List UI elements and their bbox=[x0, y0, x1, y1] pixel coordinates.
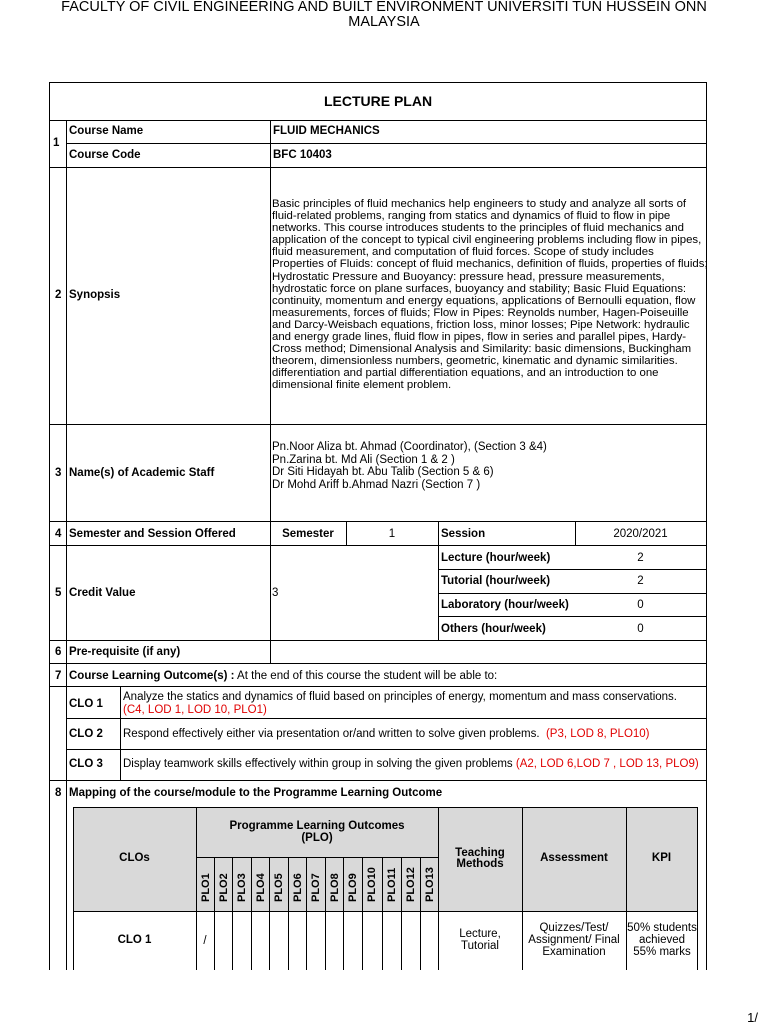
plo-column-label: PLO5 bbox=[273, 873, 285, 902]
plo-column-label: PLO13 bbox=[424, 867, 436, 902]
teaching-method-line1: Lecture, bbox=[459, 928, 501, 940]
kpi-line3: 55% marks bbox=[633, 946, 691, 958]
credit-value: 3 bbox=[272, 587, 279, 599]
plo-column-label: PLO6 bbox=[292, 873, 304, 902]
plo-column-label: PLO7 bbox=[310, 873, 322, 902]
credit-value-label: Credit Value bbox=[69, 587, 136, 599]
synopsis-label: Synopsis bbox=[69, 289, 121, 301]
plo-column-label: PLO4 bbox=[255, 873, 267, 902]
kpi-line2: achieved bbox=[638, 934, 686, 946]
assessment-line3: Examination bbox=[542, 946, 606, 958]
clo-heading-intro: At the end of this course the student will be able to: bbox=[234, 670, 498, 682]
col-teaching-header-1: Teaching bbox=[455, 847, 505, 859]
plo-column-label: PLO12 bbox=[405, 867, 417, 902]
laboratory-hours-label: Laboratory (hour/week) bbox=[441, 599, 569, 611]
plo-column-label: PLO2 bbox=[218, 873, 230, 902]
semester-session-label: Semester and Session Offered bbox=[69, 528, 236, 540]
row-number: 5 bbox=[55, 587, 62, 599]
col-assessment-header: Assessment bbox=[540, 852, 608, 864]
plo-column-label: PLO3 bbox=[236, 873, 248, 902]
kpi-line1: 50% students bbox=[627, 922, 697, 934]
clo-tag: (C4, LOD 1, LOD 10, PLO1) bbox=[123, 704, 267, 716]
faculty-header bbox=[0, 0, 768, 30]
row-number: 4 bbox=[55, 528, 62, 540]
mapping-plo1-mark: / bbox=[203, 935, 207, 947]
laboratory-hours-value: 0 bbox=[637, 599, 644, 611]
clo-text: Respond effectively either via presentation or/and written to solve given problems. bbox=[123, 728, 540, 740]
plo-header-line2: (PLO) bbox=[301, 832, 333, 844]
clo-heading-label: Course Learning Outcome(s) : bbox=[69, 670, 235, 682]
course-name-value: FLUID MECHANICS bbox=[273, 125, 380, 137]
row-number: 6 bbox=[55, 646, 62, 658]
tutorial-hours-value: 2 bbox=[637, 575, 644, 587]
row-number: 8 bbox=[55, 787, 62, 799]
plo-column-label: PLO8 bbox=[329, 873, 341, 902]
plo-column-label: PLO10 bbox=[366, 867, 378, 902]
row-number: 7 bbox=[55, 670, 62, 682]
assessment-line1: Quizzes/Test/ bbox=[539, 922, 609, 934]
lecture-hours-label: Lecture (hour/week) bbox=[441, 552, 551, 564]
course-name-label: Course Name bbox=[69, 125, 144, 137]
clo-id: CLO 3 bbox=[69, 758, 103, 770]
staff-item: Pn.Noor Aliza bt. Ahmad (Coordinator), (Section 3 &4) bbox=[272, 441, 547, 453]
others-hours-value: 0 bbox=[637, 623, 644, 635]
session-value: 2020/2021 bbox=[613, 528, 668, 540]
clo-tag: (P3, LOD 8, PLO10) bbox=[545, 728, 650, 740]
row-number: 3 bbox=[55, 467, 62, 479]
academic-staff-list bbox=[272, 441, 547, 491]
page-number: 1/ bbox=[747, 1010, 758, 1025]
academic-staff-label: Name(s) of Academic Staff bbox=[69, 467, 215, 479]
col-clos-header: CLOs bbox=[119, 852, 150, 864]
synopsis-text: Basic principles of fluid mechanics help engineers to study and analyze all sorts of fluid-related problems, ranging from statics and dynamics of fluid to flow in pipe networks. This course introduces students to the principles of fluid mechanics and application of the concept to typical civil engineering problems including flow in pipes, fluid measurement, and computation of fluid forces. Scope of study includes Properties of Fluids: concept of fluid mechanics, definition of fluids, properties of fluids; Hydrostatic Pressure and Buoyancy: pressure head, pressure measurements, hydrostatic force on plane surfaces, buoyancy and stability; Basic Fluid Equations: continuity, momentum and energy equations, applications of Bernoulli equation, flow measurements, forces of fluids; Flow in Pipes: Reynolds number, Hagen-Poiseuille and Darcy-Weisbach equations, friction loss, minor losses; Pipe Network: hydraulic and energy grade lines, fluid flow in pipes, flow in series and parallel pipes, Hardy-Cross method; Dimensional Analysis and Similarity: basic dimensions, Buckingham theorem, dimensionless numbers, geometric, kinematic and dynamic similarities. differentiation and partial differentiation equations, and an introduction to one dimensional finite element problem. bbox=[272, 198, 708, 392]
faculty-header-line1: FACULTY OF CIVIL ENGINEERING AND BUILT ENVIRONMENT UNIVERSITI TUN HUSSEIN ONN bbox=[61, 0, 707, 15]
clo-tag: (A2, LOD 6,LOD 7 , LOD 13, PLO9) bbox=[515, 758, 699, 770]
plo-header-line1: Programme Learning Outcomes bbox=[229, 820, 405, 832]
plo-column-label: PLO11 bbox=[386, 867, 398, 902]
faculty-header-line2: MALAYSIA bbox=[348, 14, 420, 30]
clo-heading bbox=[69, 670, 497, 682]
lecture-hours-value: 2 bbox=[637, 552, 644, 564]
tutorial-hours-label: Tutorial (hour/week) bbox=[441, 575, 551, 587]
clo-text: Analyze the statics and dynamics of fluid based on principles of energy, momentum and mass conservations. bbox=[123, 691, 677, 703]
course-code-label: Course Code bbox=[69, 149, 141, 161]
plo-column-label: PLO9 bbox=[347, 873, 359, 902]
semester-value: 1 bbox=[388, 528, 396, 540]
teaching-method-line2: Tutorial bbox=[461, 940, 499, 952]
clo-id: CLO 2 bbox=[69, 728, 103, 740]
lecture-plan-title: LECTURE PLAN bbox=[323, 93, 433, 109]
assessment-line2: Assignment/ Final bbox=[528, 934, 620, 946]
prerequisite-label: Pre-requisite (if any) bbox=[69, 646, 181, 658]
others-hours-label: Others (hour/week) bbox=[441, 623, 546, 635]
mapping-clo-label: CLO 1 bbox=[117, 934, 152, 946]
col-teaching-header-2: Methods bbox=[456, 858, 504, 870]
staff-item: Dr Mohd Ariff b.Ahmad Nazri (Section 7 ) bbox=[272, 478, 481, 491]
row-number: 1 bbox=[53, 137, 60, 149]
semester-label: Semester bbox=[282, 528, 334, 540]
col-kpi-header: KPI bbox=[651, 852, 672, 864]
staff-item: Pn.Zarina bt. Md Ali (Section 1 & 2 ) bbox=[272, 453, 455, 466]
session-label: Session bbox=[441, 528, 486, 540]
clo-row bbox=[123, 758, 699, 770]
clo-text: Display teamwork skills effectively within group in solving the given problems bbox=[123, 758, 513, 770]
course-code-value: BFC 10403 bbox=[273, 149, 332, 161]
row-number: 2 bbox=[55, 289, 62, 301]
clo-id: CLO 1 bbox=[69, 698, 103, 710]
plo-column-label: PLO1 bbox=[200, 873, 212, 902]
clo-row bbox=[123, 728, 650, 740]
staff-item: Dr Siti Hidayah bt. Abu Talib (Section 5 & 6) bbox=[272, 466, 494, 478]
plo-mapping-label: Mapping of the course/module to the Programme Learning Outcome bbox=[69, 787, 443, 799]
